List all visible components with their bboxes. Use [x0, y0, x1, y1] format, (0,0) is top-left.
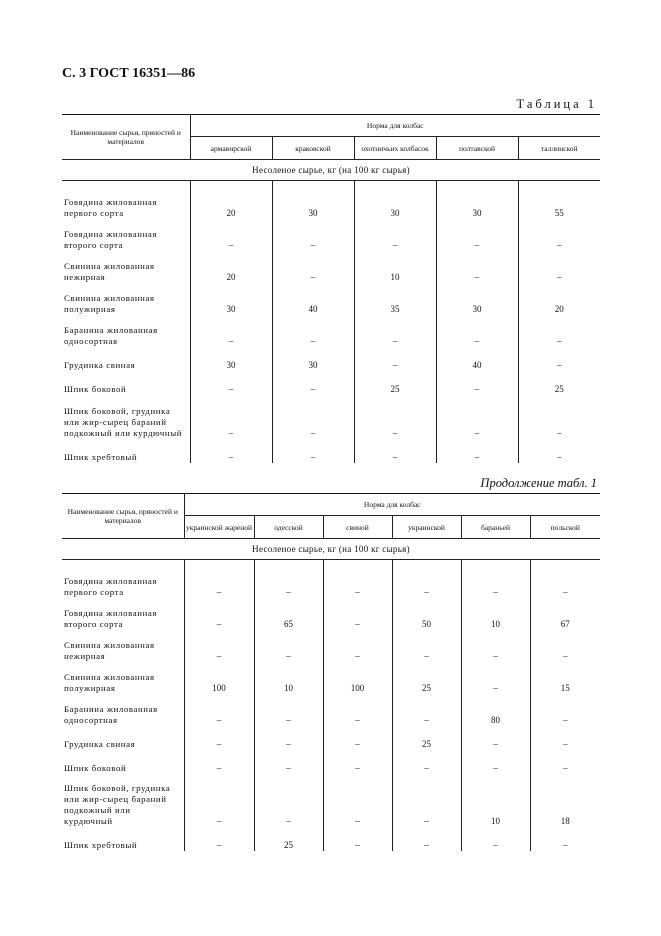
spacer-cell: [530, 560, 600, 569]
row-name: Шпик боковой, грудинка или жир-сырец бараний подкожный или курдючный: [62, 774, 184, 827]
spacer-cell: [62, 181, 190, 190]
cell-value: –: [461, 750, 530, 774]
table1-name-header: Наименование сырья, пряностей и материалов: [62, 115, 190, 160]
cell-value: –: [190, 219, 272, 251]
cell-value: –: [190, 315, 272, 347]
cell-value: –: [323, 568, 392, 598]
cell-value: –: [323, 726, 392, 750]
table2-col-header: бараньей: [461, 516, 530, 539]
table2-col-header: одесской: [254, 516, 323, 539]
table2-body: [62, 539, 600, 852]
cell-value: –: [436, 219, 518, 251]
cell-value: –: [461, 662, 530, 694]
cell-value: –: [254, 630, 323, 662]
table2: [62, 493, 600, 851]
cell-value: –: [184, 568, 254, 598]
table-row: [62, 371, 600, 395]
cell-value: –: [354, 219, 436, 251]
cell-value: 30: [436, 283, 518, 315]
table-row: [62, 189, 600, 219]
spacer-row: [62, 181, 600, 190]
cell-value: –: [184, 750, 254, 774]
cell-value: –: [461, 726, 530, 750]
table-row: [62, 568, 600, 598]
cell-value: –: [563, 763, 568, 773]
cell-value: 30: [190, 347, 272, 371]
cell-value: –: [557, 240, 562, 250]
cell-value: 35: [354, 283, 436, 315]
spacer-cell: [436, 181, 518, 190]
spacer-cell: [272, 181, 354, 190]
cell-value: –: [436, 251, 518, 283]
spacer-cell: [392, 560, 461, 569]
cell-value: 10: [461, 598, 530, 630]
cell-value: –: [323, 827, 392, 851]
spacer-cell: [461, 560, 530, 569]
cell-value: –: [323, 598, 392, 630]
cell-value: 10: [354, 251, 436, 283]
table1-section-label: Несоленое сырье, кг (на 100 кг сырья): [62, 160, 600, 181]
cell-value: 40: [272, 283, 354, 315]
cell-value: –: [392, 774, 461, 827]
row-name: Шпик хребтовый: [62, 827, 184, 851]
cell-value: 80: [461, 694, 530, 726]
table-row: [62, 726, 600, 750]
cell-value: –: [323, 630, 392, 662]
cell-value: –: [184, 630, 254, 662]
cell-value: 25: [392, 662, 461, 694]
cell-value: –: [184, 598, 254, 630]
table-row: [62, 315, 600, 347]
cell-value: 30: [272, 347, 354, 371]
cell-value: 40: [436, 347, 518, 371]
spacer-cell: [62, 560, 184, 569]
cell-value: –: [254, 750, 323, 774]
cell-value: 15: [560, 683, 570, 693]
row-name: Говядина жилованная второго сорта: [62, 219, 190, 251]
spacer-cell: [184, 560, 254, 569]
cell-value: 100: [323, 662, 392, 694]
table-row: [62, 395, 600, 439]
row-name: Говядина жилованная первого сорта: [62, 568, 184, 598]
table-row: [62, 347, 600, 371]
table1-col-header: армавирской: [190, 137, 272, 160]
cell-value: –: [184, 774, 254, 827]
table1-col-header: охотничьих колбасок: [354, 137, 436, 160]
cell-value: –: [354, 439, 436, 463]
cell-value: –: [272, 219, 354, 251]
table-row: [62, 219, 600, 251]
cell-value: 50: [392, 598, 461, 630]
cell-value: 25: [354, 371, 436, 395]
spacer-cell: [190, 181, 272, 190]
cell-value: –: [354, 347, 436, 371]
spacer-row: [62, 560, 600, 569]
cell-value: 67: [560, 619, 570, 629]
cell-value: –: [392, 827, 461, 851]
row-name: Говядина жилованная первого сорта: [62, 189, 190, 219]
cell-value: 10: [461, 774, 530, 827]
cell-value: –: [461, 630, 530, 662]
table-row: [62, 598, 600, 630]
table1-col-header: таллинской: [518, 137, 600, 160]
row-name: Свинина жилованная полужирная: [62, 283, 190, 315]
table-row: [62, 774, 600, 827]
cell-value: –: [563, 651, 568, 661]
cell-value: 30: [272, 189, 354, 219]
cell-value: –: [563, 739, 568, 749]
cell-value: –: [392, 694, 461, 726]
row-name: Грудинка свиная: [62, 347, 190, 371]
cell-value: –: [272, 395, 354, 439]
cell-value: 30: [190, 283, 272, 315]
cell-value: –: [254, 694, 323, 726]
cell-value: –: [254, 774, 323, 827]
row-name: Баранина жилованная односортная: [62, 315, 190, 347]
table-row: [62, 283, 600, 315]
cell-value: 25: [392, 726, 461, 750]
cell-value: –: [557, 452, 562, 462]
cell-value: –: [184, 827, 254, 851]
table2-title: Продолжение табл. 1: [480, 476, 597, 490]
cell-value: –: [557, 336, 562, 346]
cell-value: 20: [190, 189, 272, 219]
table-row: [62, 630, 600, 662]
cell-value: –: [254, 726, 323, 750]
cell-value: 20: [190, 251, 272, 283]
cell-value: 18: [560, 816, 570, 826]
cell-value: 25: [254, 827, 323, 851]
cell-value: –: [323, 774, 392, 827]
table2-col-header: украинской жареной: [184, 516, 254, 539]
table-row: [62, 251, 600, 283]
cell-value: –: [323, 750, 392, 774]
cell-value: –: [557, 360, 562, 370]
cell-value: –: [184, 726, 254, 750]
row-name: Шпик боковой: [62, 750, 184, 774]
spacer-cell: [518, 181, 600, 190]
cell-value: –: [354, 315, 436, 347]
cell-value: –: [190, 371, 272, 395]
cell-value: –: [272, 251, 354, 283]
cell-value: 20: [554, 304, 564, 314]
cell-value: 30: [436, 189, 518, 219]
row-name: Грудинка свиная: [62, 726, 184, 750]
cell-value: –: [557, 272, 562, 282]
cell-value: –: [563, 587, 568, 597]
cell-value: –: [190, 439, 272, 463]
cell-value: –: [272, 371, 354, 395]
cell-value: –: [272, 315, 354, 347]
cell-value: –: [392, 750, 461, 774]
spacer-cell: [254, 560, 323, 569]
table1-norm-header: Норма для колбас: [190, 115, 600, 137]
row-name: Шпик боковой: [62, 371, 190, 395]
table2-col-header: польской: [530, 516, 600, 539]
table2-norm-header: Норма для колбас: [184, 494, 600, 516]
cell-value: –: [563, 715, 568, 725]
cell-value: –: [190, 395, 272, 439]
cell-value: 10: [254, 662, 323, 694]
cell-value: –: [436, 395, 518, 439]
row-name: Свинина жилованная нежирная: [62, 630, 184, 662]
table1-body: [62, 160, 600, 464]
table2-col-header: украинской: [392, 516, 461, 539]
cell-value: 65: [254, 598, 323, 630]
cell-value: –: [392, 568, 461, 598]
row-name: Шпик боковой, грудинка или жир-сырец бараний подкожный или курдючный: [62, 395, 190, 439]
table1-col-header: краковской: [272, 137, 354, 160]
table2-section-label: Несоленое сырье, кг (на 100 кг сырья): [62, 539, 600, 560]
cell-value: –: [272, 439, 354, 463]
spacer-cell: [354, 181, 436, 190]
table1-title: Таблица 1: [516, 97, 597, 111]
cell-value: 100: [184, 662, 254, 694]
cell-value: –: [563, 840, 568, 850]
cell-value: –: [461, 827, 530, 851]
table2-col-header: свиной: [323, 516, 392, 539]
table2-name-header: Наименование сырья, пряностей и материалов: [62, 494, 184, 539]
cell-value: –: [323, 694, 392, 726]
cell-value: 55: [554, 208, 564, 218]
cell-value: 30: [354, 189, 436, 219]
page-header: С. 3 ГОСТ 16351—86: [62, 66, 196, 81]
table1-col-header: полтавской: [436, 137, 518, 160]
cell-value: –: [436, 371, 518, 395]
row-name: Баранина жилованная односортная: [62, 694, 184, 726]
cell-value: –: [436, 315, 518, 347]
table-row: [62, 662, 600, 694]
cell-value: –: [392, 630, 461, 662]
row-name: Говядина жилованная второго сорта: [62, 598, 184, 630]
table-row: [62, 694, 600, 726]
table-row: [62, 750, 600, 774]
row-name: Свинина жилованная нежирная: [62, 251, 190, 283]
cell-value: 25: [554, 384, 564, 394]
cell-value: –: [184, 694, 254, 726]
table-row: [62, 827, 600, 851]
cell-value: –: [461, 568, 530, 598]
row-name: Свинина жилованная полужирная: [62, 662, 184, 694]
table1: [62, 114, 600, 463]
row-name: Шпик хребтовый: [62, 439, 190, 463]
spacer-cell: [323, 560, 392, 569]
cell-value: –: [436, 439, 518, 463]
cell-value: –: [557, 428, 562, 438]
table-row: [62, 439, 600, 463]
cell-value: –: [254, 568, 323, 598]
cell-value: –: [354, 395, 436, 439]
